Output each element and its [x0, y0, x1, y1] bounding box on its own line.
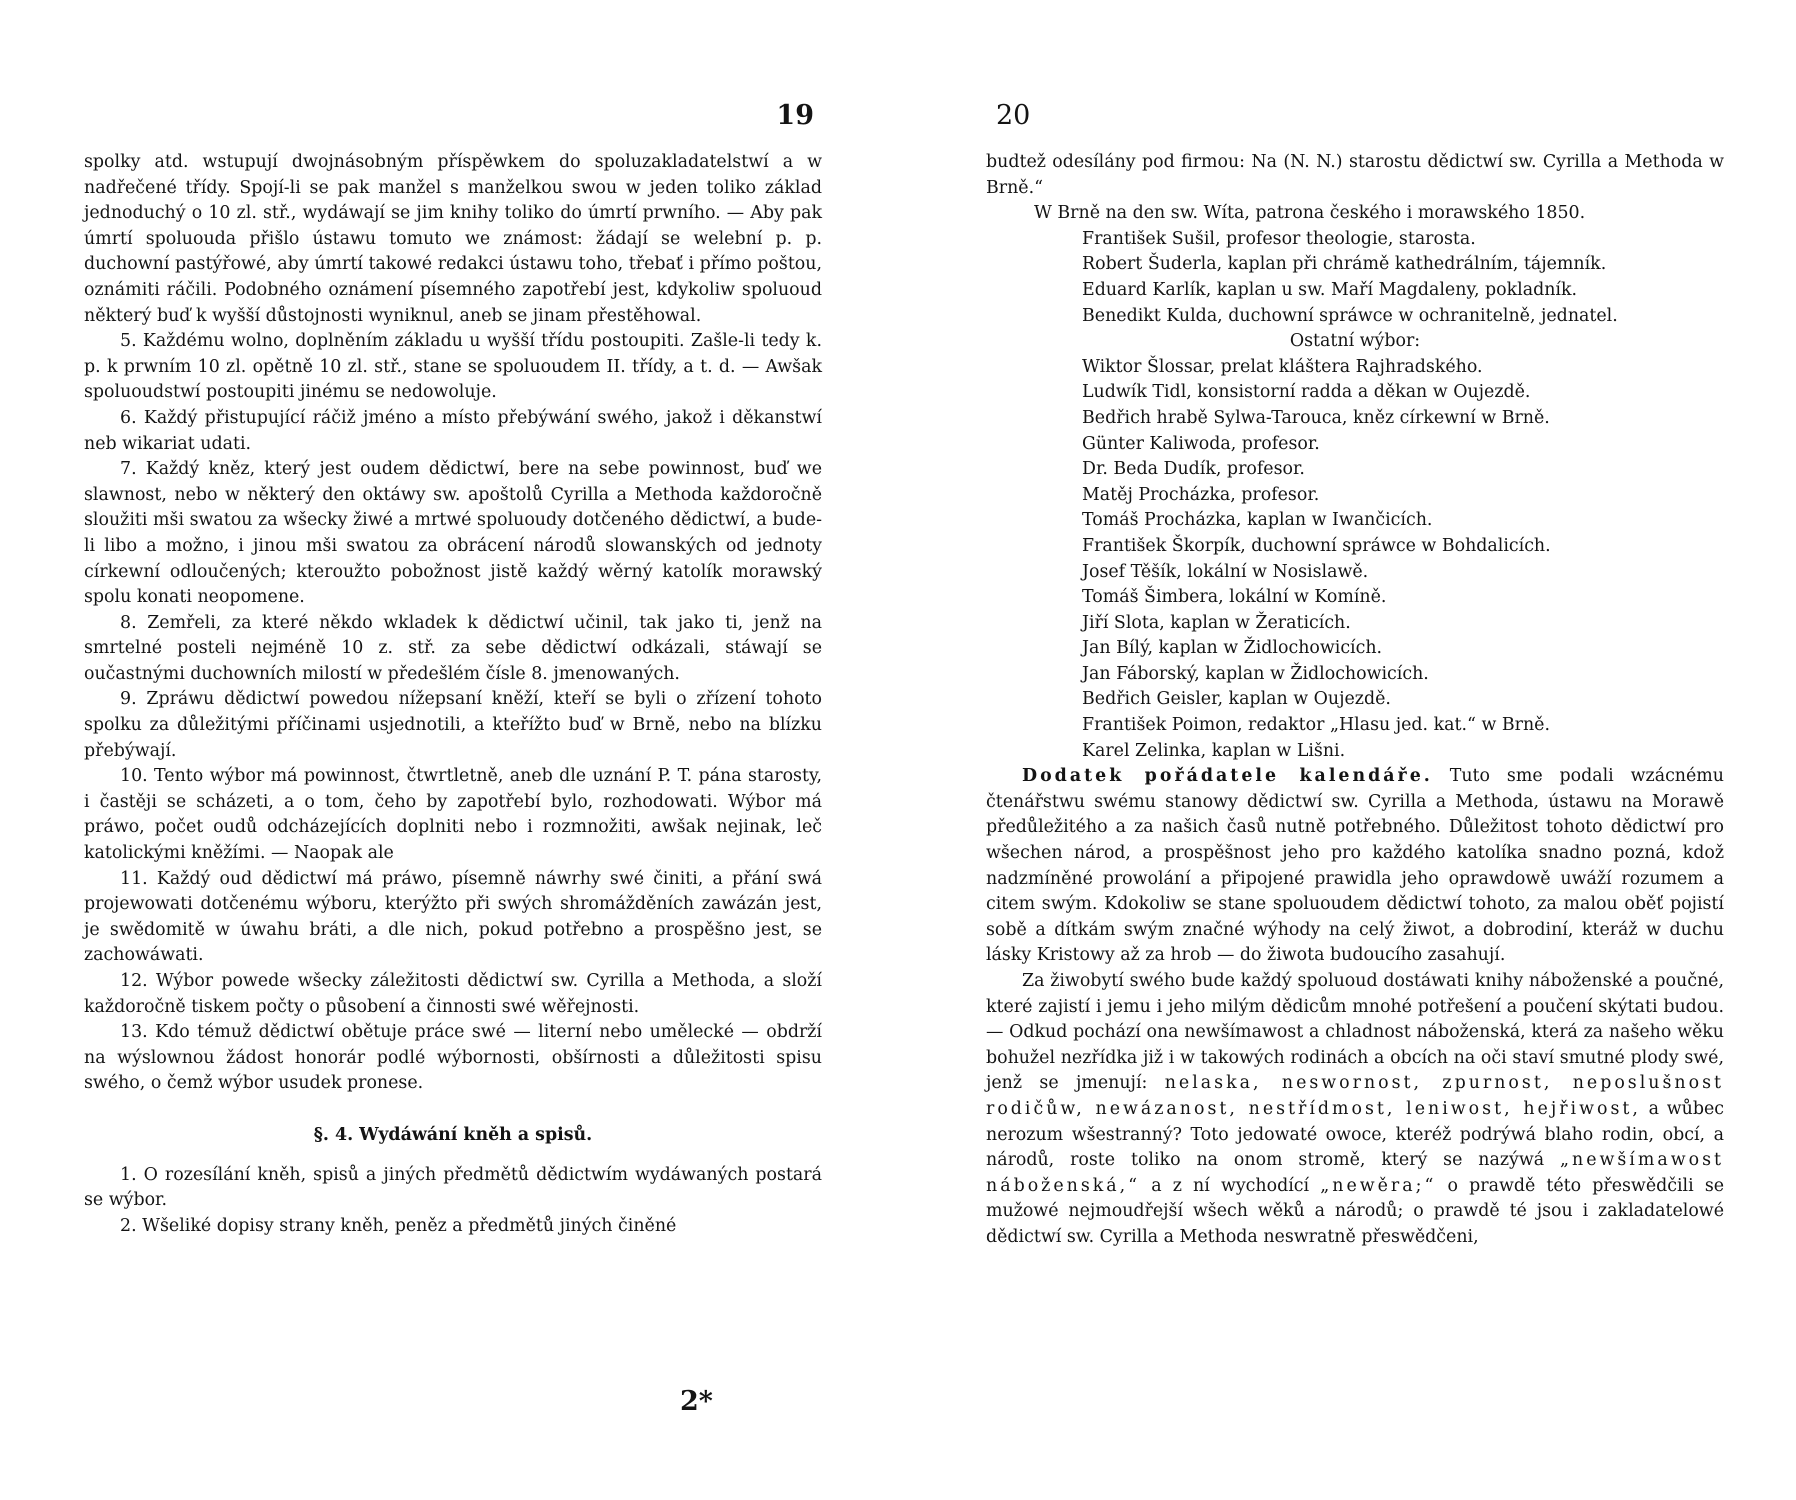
paragraph: 7. Každý kněz, který jest oudem dědictwí, bere na sebe powinnost, buď we slawnost, nebo w některý den oktáwy sw. apoštolů Cyrilla a Methoda každoročně sloužiti mši swatou za wšecky žiwé a mrtwé spoluoudy dotčeného dědictwí, a bude-li libo a možno, i jinou mši swatou za obrácení národů slowanských od jednoty církewní odloučených; kteroužto pobožnost jistě každý wěrný katolík morawský spolu konati neopomene. [84, 459, 822, 608]
left-page [84, 0, 822, 1500]
paragraph: 13. Kdo témuž dědictwí obětuje práce swé — literní nebo umělecké — obdrží na wýslownou žádost honorár podlé wýbornosti, obšírnosti a důležitosti spisu swého, o čemž wýbor usudek pronese. [84, 1022, 822, 1094]
right-page [986, 0, 1724, 1500]
paragraph: budtež odesílány pod firmou: Na (N. N.) starostu dědictwí sw. Cyrilla a Methoda w Brně.“ [986, 152, 1724, 198]
closing-text: Za žiwobytí swého bude každý spoluoud dostáwati knihy náboženské a poučné, které zajistí i jemu i jeho milým dědicům mnohé potřešení a poučení skýtati budou. — Odkud pochází ona newšímawost a chladnost náboženská, která za našeho wěku bohužel nezřídka již i w takowých rodinách a obcích na oči staví smutné plody swé, jenž se jmenují: [986, 971, 1724, 1094]
vices-list: nelaska, neswornost, zpurnost, neposlušnost rodičůw, newázanost, nestřídmost, leniwost, hejřiwost, [986, 1073, 1724, 1119]
committee-member: Matěj Procházka, profesor. [1082, 484, 1320, 505]
paragraph: 6. Každý přistupující ráčiž jméno a místo přebýwání swého, jakož i děkanstwí neb wikariat udati. [84, 407, 822, 454]
officer: Eduard Karlík, kaplan u sw. Maří Magdaleny, pokladník. [1082, 279, 1578, 300]
paragraph: 12. Wýbor powede wšecky záležitosti dědictwí sw. Cyrilla a Methoda, a složí každoročně tiskem počty o působení a činnosti swé wěřejnosti. [84, 971, 822, 1017]
left-page-body [84, 150, 822, 1239]
paragraph: 8. Zemřeli, za které někdo wkladek k dědictwí učinil, tak jako ti, jenž na smrtelné posteli nejméně 10 z. stř. za sebe dědictwí odkázali, stáwají se oučastnými duchowních milostí w předešlém čísle 8. jmenowaných. [84, 612, 822, 684]
committee-member: Günter Kaliwoda, profesor. [1082, 433, 1320, 454]
closing-paragraph [986, 969, 1724, 1251]
emphasized-phrase: „newšímawost náboženská,“ [986, 1150, 1724, 1196]
committee-member: Josef Těšík, lokální w Nosislawě. [1082, 561, 1369, 582]
paragraph: 11. Každý oud dědictwí má práwo, písemně náwrhy swé činiti, a přání swá projewowati dotčenému wýboru, kterýžto při swých shromážděních zawázán jest, je swědomitě w úwahu bráti, a dle nich, pokud potřebno a prospěšno jest, se zachowáwati. [84, 868, 822, 966]
committee-member: Wiktor Šlossar, prelat kláštera Rajhradského. [1082, 356, 1483, 377]
section-title: §. 4. Wydáwání kněh a spisů. [313, 1124, 593, 1145]
paragraph: 5. Každému wolno, doplněním základu u wyšší třídu postoupiti. Zašle-li tedy k. p. k prwním 10 zl. opětně 10 zl. stř., stane se spoluoudem II. třídy, a t. d. — Awšak spoluoudstwí postoupiti jinému se nedowoluje. [84, 331, 822, 403]
committee-heading: Ostatní wýbor: [1289, 331, 1421, 352]
right-page-body [986, 150, 1724, 1251]
committee-member: Jan Bílý, kaplan w Židlochowicích. [1082, 638, 1383, 659]
committee-member: Karel Zelinka, kaplan w Lišni. [1082, 740, 1346, 761]
officer: Benedikt Kulda, duchowní spráwce w ochranitelně, jednatel. [1082, 305, 1618, 326]
committee-member: František Škorpík, duchowní spráwce w Bohdalicích. [1082, 535, 1551, 556]
committee-member: Tomáš Procházka, kaplan w Iwančicích. [1082, 510, 1433, 531]
page-number: 20 [996, 100, 1031, 131]
committee-member: Jan Fáborský, kaplan w Židlochowicích. [1082, 663, 1429, 684]
addendum-paragraph [986, 764, 1724, 969]
dateline: W Brně na den sw. Wíta, patrona českého i morawského 1850. [1034, 203, 1586, 224]
paragraph: 10. Tento wýbor má powinnost, čtwrtletně, aneb dle uznání P. T. pána starosty, i častěji se scházeti, a o tom, čeho by zapotřebí bylo, rozhodowati. Wýbor má práwo, počet oudů odcházejících doplniti nebo i rozmnožiti, awšak nejinak, leč katolickými kněžími. — Naopak ale [84, 766, 822, 864]
officer: Robert Šuderla, kaplan při chrámě kathedrálním, tájemník. [1082, 254, 1607, 275]
committee-member: Jiří Slota, kaplan w Žeraticích. [1082, 612, 1351, 633]
paragraph: 1. O rozesílání kněh, spisů a jiných předmětů dědictwím wydáwaných postará se wýbor. [84, 1164, 822, 1211]
paragraph: 2. Wšeliké dopisy strany kněh, peněz a předmětů jiných činěné [120, 1215, 677, 1236]
addendum-text: Tuto sme podali wzácnému čtenářstwu swému stanowy dědictwí sw. Cyrilla a Methoda, ústawu na Morawě předůležitého a za našich časů nutně potřebného. Důležitost tohoto dědictwí pro wšechen národ, a prospěšnost jeho pro každého katolíka snadno pozná, kdož nadzmíněné prowolání a připojené prawidla jeho oprawdowě uwáží rozumem a citem swým. Kdokoliw se stane spoluoudem dědictwí tohoto, za malou oběť pojistí sobě a dítkám swým značné wýhody na celý žiwot, a dobrodiní, kteráž w duchu lásky Kristowy až za hrob — do žiwota budoucího zasahují. [986, 766, 1724, 966]
signature-mark: 2* [680, 1386, 713, 1417]
committee-member: Bedřich hrabě Sylwa-Tarouca, kněz církewní w Brně. [1082, 407, 1550, 428]
closing-text: a wůbec nerozum wšestranný? Toto jedowaté owoce, kteréž podrýwá blaho rodin, obcí, a národů, roste toliko na onom stromě, který se nazýwá [986, 1098, 1724, 1171]
addendum-heading: Dodatek pořádatele kalendáře. [1022, 766, 1433, 787]
closing-text: a z ní wychodící [1151, 1175, 1310, 1196]
committee-member: František Poimon, redaktor „Hlasu jed. kat.“ w Brně. [1082, 715, 1550, 736]
committee-member: Tomáš Šimbera, lokální w Komíně. [1082, 587, 1387, 608]
committee-member: Dr. Beda Dudík, profesor. [1082, 459, 1305, 480]
page-number: 19 [776, 100, 814, 131]
committee-member: Ludwík Tidl, konsistorní radda a děkan w Oujezdě. [1082, 382, 1531, 403]
paragraph: spolky atd. wstupují dwojnásobným příspěwkem do spoluzakladatelstwí a w nadřečené třídy. Spojí-li se pak manžel s manželkou swou w jeden toliko základ jednoduchý o 10 zl. stř., wydáwají se jim knihy toliko do úmrtí prwního. — Aby pak úmrtí spoluouda přišlo ústawu tomuto we známost: žádají se welební p. p. duchowní pastýřowé, aby úmrtí takowé redakci ústawu toho, třebať i přímo poštou, oznámiti ráčili. Podobného oznámení písemného zapotřebí jest, kdykoliw spoluoud některý buď k wyšší důstojnosti wyniknul, aneb se jinam přestěhowal. [84, 152, 822, 326]
closing-text: o prawdě této přeswědčili se mužowé nejmoudřejší wšech wěků a národů; o prawdě té jsou i zakladatelowé dědictwí sw. Cyrilla a Methoda neswratně přeswědčeni, [986, 1175, 1725, 1247]
officer: František Sušil, profesor theologie, starosta. [1082, 228, 1476, 249]
emphasized-phrase: „newěra;“ [1320, 1175, 1437, 1196]
signatories [986, 201, 1724, 764]
committee-member: Bedřich Geisler, kaplan w Oujezdě. [1082, 689, 1391, 710]
paragraph: 9. Zpráwu dědictwí powedou nížepsaní kněží, kteří se byli o zřízení tohoto spolku za důležitými příčinami usjednotili, a kteřížto buď w Brně, nebo na blízku přebýwají. [84, 689, 822, 761]
